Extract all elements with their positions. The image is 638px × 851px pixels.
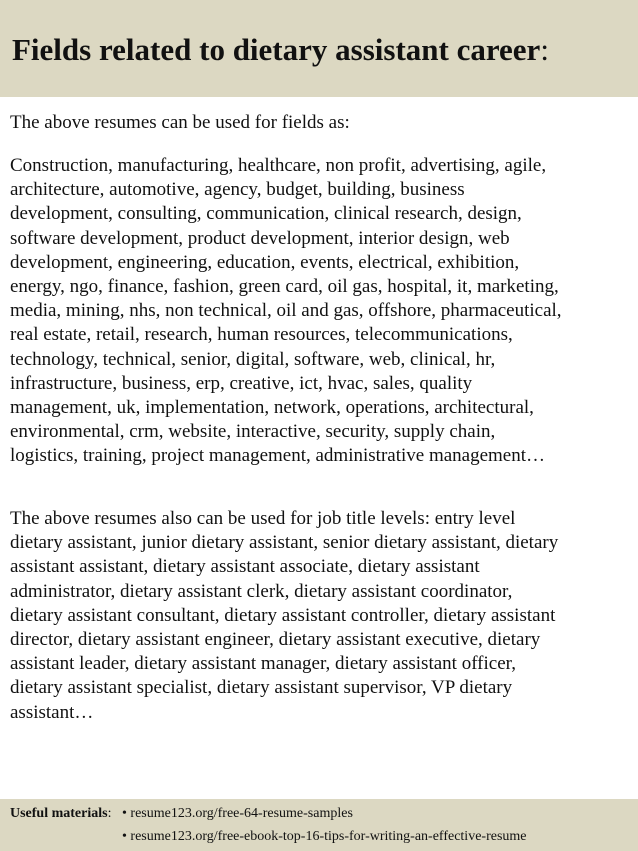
fields-line: technology, technical, senior, digital, software, web, clinical, hr, — [10, 348, 496, 370]
title-bar — [0, 0, 638, 97]
job-levels-line: assistant… — [10, 701, 94, 723]
fields-line: environmental, crm, website, interactive, security, supply chain, — [10, 421, 496, 443]
page-title-text: Fields related to dietary assistant career — [12, 32, 541, 67]
page-title-colon: : — [540, 32, 549, 67]
fields-line: real estate, retail, research, human resources, telecommunications, — [10, 324, 513, 346]
job-levels-line: dietary assistant specialist, dietary assistant supervisor, VP dietary — [10, 677, 513, 699]
fields-line: logistics, training, project management, administrative management… — [10, 445, 546, 467]
job-levels-line: assistant leader, dietary assistant manager, dietary assistant officer, — [10, 653, 516, 675]
fields-line: management, uk, implementation, network, operations, architectural, — [10, 397, 534, 419]
job-levels-line: administrator, dietary assistant clerk, dietary assistant coordinator, — [10, 580, 513, 602]
useful-material-link-resume-samples[interactable]: • resume123.org/free-64-resume-samples — [122, 806, 353, 821]
useful-materials-footer — [0, 799, 638, 851]
fields-line: software development, product development, interior design, web — [10, 227, 510, 249]
job-levels-paragraph — [10, 507, 558, 725]
page-title — [12, 30, 549, 70]
useful-material-link-ebook[interactable]: • resume123.org/free-ebook-top-16-tips-for-writing-an-effective-resume — [122, 829, 527, 844]
fields-line: infrastructure, business, erp, creative, ict, hvac, sales, quality — [10, 372, 473, 394]
fields-line: architecture, automotive, agency, budget, building, business — [10, 179, 465, 201]
job-levels-line: assistant assistant, dietary assistant associate, dietary assistant — [10, 556, 480, 578]
job-levels-line: dietary assistant, junior dietary assistant, senior dietary assistant, dietary — [10, 532, 559, 554]
useful-materials-label-text: Useful materials — [10, 806, 108, 821]
intro-text: The above resumes can be used for fields as: — [10, 112, 350, 133]
useful-materials-label-colon: : — [107, 806, 112, 821]
fields-line: development, engineering, education, events, electrical, exhibition, — [10, 251, 520, 273]
fields-line: media, mining, nhs, non technical, oil and gas, offshore, pharmaceutical, — [10, 300, 562, 322]
fields-paragraph — [10, 154, 562, 469]
job-levels-line: The above resumes also can be used for job title levels: entry level — [10, 508, 516, 529]
job-levels-line: dietary assistant consultant, dietary assistant controller, dietary assistant — [10, 604, 556, 626]
job-levels-line: director, dietary assistant engineer, dietary assistant executive, dietary — [10, 629, 541, 651]
fields-line: development, consulting, communication, clinical research, design, — [10, 203, 522, 225]
fields-line: energy, ngo, finance, fashion, green card, oil gas, hospital, it, marketing, — [10, 276, 559, 298]
fields-line: Construction, manufacturing, healthcare, non profit, advertising, agile, — [10, 155, 547, 176]
useful-materials-label — [10, 805, 111, 823]
